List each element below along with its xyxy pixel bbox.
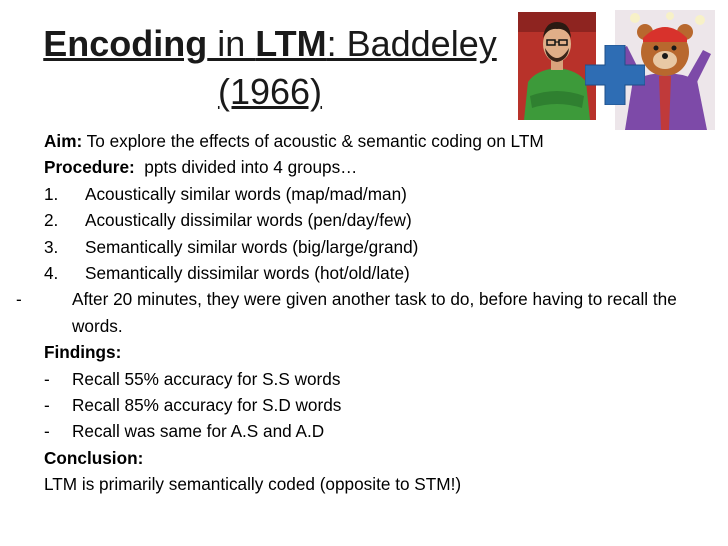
list-number: 3.: [44, 236, 59, 257]
plus-icon: [585, 45, 645, 105]
list-text: Semantically dissimilar words (hot/old/late): [85, 263, 410, 284]
bullet-dash: -: [44, 421, 50, 442]
list-text: Acoustically similar words (map/mad/man): [85, 183, 407, 204]
list-text: Semantically similar words (big/large/grand): [85, 236, 419, 257]
conclusion-text: LTM is primarily semantically coded (opposite to STM!): [44, 474, 462, 495]
slide-body: [16, 128, 714, 498]
conclusion-line: [44, 471, 714, 497]
list-item: [44, 181, 714, 207]
after-line: [16, 286, 714, 339]
list-number: 2.: [44, 210, 59, 231]
title-ltm: LTM: [255, 23, 327, 64]
conclusion-label: Conclusion:: [44, 447, 144, 468]
list-text: Acoustically dissimilar words (pen/day/few): [85, 210, 412, 231]
title-encoding: Encoding: [43, 23, 208, 64]
procedure-text: ppts divided into 4 groups…: [134, 157, 358, 178]
title-year: (1966): [217, 71, 323, 112]
list-item: [44, 207, 714, 233]
after-text: After 20 minutes, they were given another task to do, before having to recall the words.: [72, 289, 677, 336]
aim-line: [44, 128, 714, 154]
list-item: [44, 418, 714, 444]
procedure-label: Procedure:: [44, 157, 135, 178]
list-item: [44, 366, 714, 392]
list-number: 1.: [44, 183, 59, 204]
finding-text: Recall 85% accuracy for S.D words: [72, 395, 342, 416]
header-images: [518, 10, 718, 130]
aim-label: Aim:: [44, 131, 83, 151]
findings-heading: [44, 339, 714, 365]
findings-label: Findings:: [44, 342, 122, 363]
bullet-dash: -: [44, 368, 50, 389]
finding-text: Recall was same for A.S and A.D: [72, 421, 325, 442]
slide-title: [30, 20, 510, 116]
procedure-line: [44, 154, 714, 180]
list-item: [44, 260, 714, 286]
finding-text: Recall 55% accuracy for S.S words: [72, 368, 341, 389]
list-item: [44, 392, 714, 418]
list-number: 4.: [44, 263, 59, 284]
title-in: in: [207, 23, 256, 64]
aim-text: To explore the effects of acoustic & semantic coding on LTM: [82, 131, 544, 151]
title-baddeley: : Baddeley: [326, 23, 497, 64]
bullet-dash: -: [16, 289, 22, 310]
conclusion-heading: [44, 445, 714, 471]
list-item: [44, 234, 714, 260]
bullet-dash: -: [44, 395, 50, 416]
